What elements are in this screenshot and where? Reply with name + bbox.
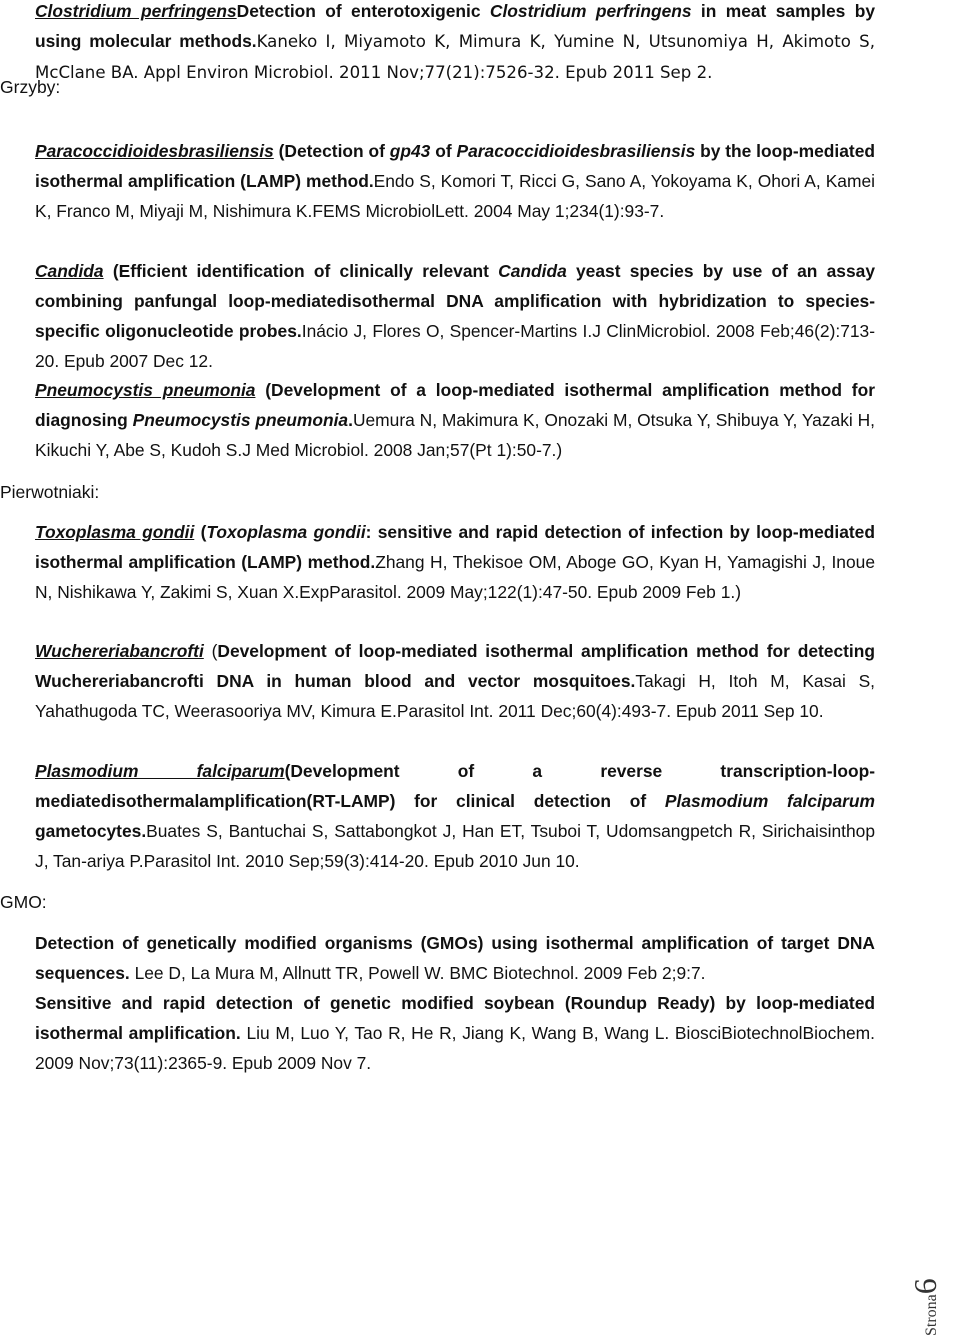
entry-title: by the loop-mediated isothermal amplification (LAMP) method.	[35, 141, 876, 191]
entry-citation: Inácio J, Flores O, Spencer-Martins I.J ClinMicrobiol. 2008 Feb;46(2):713-20. Epub 2007 Dec 12.	[35, 321, 875, 371]
entry-title: Development of loop-mediated isothermal amplification method for detecting Wuchereriabancrofti DNA in human blood and vector mosquitoes.	[35, 641, 875, 691]
organism-name: Candida	[35, 261, 104, 281]
organism-name: Pneumocystis pneumonia	[35, 380, 256, 400]
entry-title-organism: Paracoccidioidesbrasiliensis	[456, 141, 696, 161]
entry-citation: Kaneko I, Miyamoto K, Mimura K, Yumine N, Utsunomiya H, Akimoto S, McClane BA. Appl Environ Microbiol. 2011 Nov;77(21):7526-32. Epub 2011 Sep 2.	[35, 32, 875, 82]
organism-name: Wuchereriabancrofti	[35, 641, 204, 661]
entry-wuchereria	[35, 636, 875, 726]
entry-title-organism: Plasmodium falciparum	[664, 791, 875, 811]
organism-name: Clostridium perfringens	[35, 1, 237, 21]
entry-title: Detection of genetically modified organisms (GMOs) using isothermal amplification of target DNA sequences.	[35, 933, 875, 983]
entry-citation: Takagi H, Itoh M, Kasai S, Yahathugoda TC, Weerasooriya MV, Kimura E.Parasitol Int. 2011 Dec;60(4):493-7. Epub 2011 Sep 10.	[35, 671, 875, 721]
entry-candida	[35, 256, 875, 376]
entry-citation: Endo S, Komori T, Ricci G, Sano A, Yokoyama K, Ohori A, Kamei K, Franco M, Miyaji M, Nishimura K.FEMS MicrobiolLett. 2004 May 1;234(1):93-7.	[35, 171, 875, 221]
entry-title: Detection of enterotoxigenic	[236, 1, 490, 21]
entry-gmo-detection	[35, 928, 875, 988]
entry-plasmodium	[35, 756, 875, 876]
entry-gmo-soybean	[35, 988, 875, 1078]
entry-citation: Buates S, Bantuchai S, Sattabongkot J, Han ET, Tsuboi T, Udomsangpetch R, Sirichaisinthop J, Tan-ariya P.Parasitol Int. 2010 Sep;59(3):414-20. Epub 2010 Jun 10.	[35, 821, 875, 871]
page-footer-label: Strona	[923, 1294, 940, 1336]
entry-title: .	[348, 410, 353, 430]
entry-title: (	[194, 522, 207, 542]
entry-title-organism: Candida	[498, 261, 567, 281]
entry-title-gene: gp43	[389, 141, 431, 161]
organism-name: Paracoccidioidesbrasiliensis	[35, 141, 274, 161]
entry-title-organism: Toxoplasma gondii	[206, 522, 366, 542]
organism-name: Toxoplasma gondii	[35, 522, 195, 542]
organism-name: Plasmodium falciparum	[35, 761, 285, 781]
entry-title: gametocytes.	[35, 821, 147, 841]
page-number: 6	[907, 1278, 943, 1295]
entry-title-organism: Clostridium perfringens	[489, 1, 692, 21]
entry-citation: Zhang H, Thekisoe OM, Aboge GO, Kyan H, Yamagishi J, Inoue N, Nishikawa Y, Zakimi S, Xuan X.ExpParasitol. 2009 May;122(1):47-50. Epub 2009 Feb 1.)	[35, 552, 875, 602]
section-heading-grzyby: Grzyby:	[0, 77, 61, 97]
entry-title: (Efficient identification of clinically relevant	[103, 261, 499, 281]
entry-title: yeast species by use of an assay combining panfungal loop-mediatedisothermal DNA amplification with hybridization to species-specific oligonucleotide probes.	[35, 261, 875, 341]
entry-title: : sensitive and rapid detection of infection by loop-mediated isothermal amplification (LAMP) method.	[35, 522, 875, 572]
entry-paracoccidioides	[35, 136, 875, 226]
page-footer-text	[907, 1278, 944, 1336]
entry-citation: Lee D, La Mura M, Allnutt TR, Powell W. BMC Biotechnol. 2009 Feb 2;9:7.	[129, 963, 706, 983]
entry-title-organism: Pneumocystis pneumonia	[132, 410, 349, 430]
entry-title: (Development of a reverse transcription-loop-mediatedisothermalamplification(RT-LAMP) for clinical detection of	[35, 761, 875, 811]
entry-title: (Development of a loop-mediated isothermal amplification method for diagnosing	[35, 380, 875, 430]
entry-citation: Liu M, Luo Y, Tao R, He R, Jiang K, Wang B, Wang L. BiosciBiotechnolBiochem. 2009 Nov;73(11):2365-9. Epub 2009 Nov 7.	[35, 1023, 876, 1073]
entry-clostridium	[35, 0, 875, 88]
entry-title: Sensitive and rapid detection of genetic modified soybean (Roundup Ready) by loop-mediated isothermal amplification.	[35, 993, 875, 1043]
entry-title-paren: (	[203, 641, 218, 661]
entry-title: (Detection of	[273, 141, 390, 161]
entry-toxoplasma	[35, 517, 875, 607]
entry-citation: Uemura N, Makimura K, Onozaki M, Otsuka Y, Shibuya Y, Yazaki H, Kikuchi Y, Abe S, Kudoh S.J Med Microbiol. 2008 Jan;57(Pt 1):50-7.)	[35, 410, 876, 460]
section-heading-pierwotniaki: Pierwotniaki:	[0, 482, 100, 502]
entry-title: of	[430, 141, 457, 161]
entry-pneumocystis	[35, 375, 875, 465]
page-footer	[907, 1226, 954, 1336]
entry-title: in meat samples by using molecular methods.	[35, 1, 875, 51]
section-heading-gmo: GMO:	[0, 892, 47, 912]
